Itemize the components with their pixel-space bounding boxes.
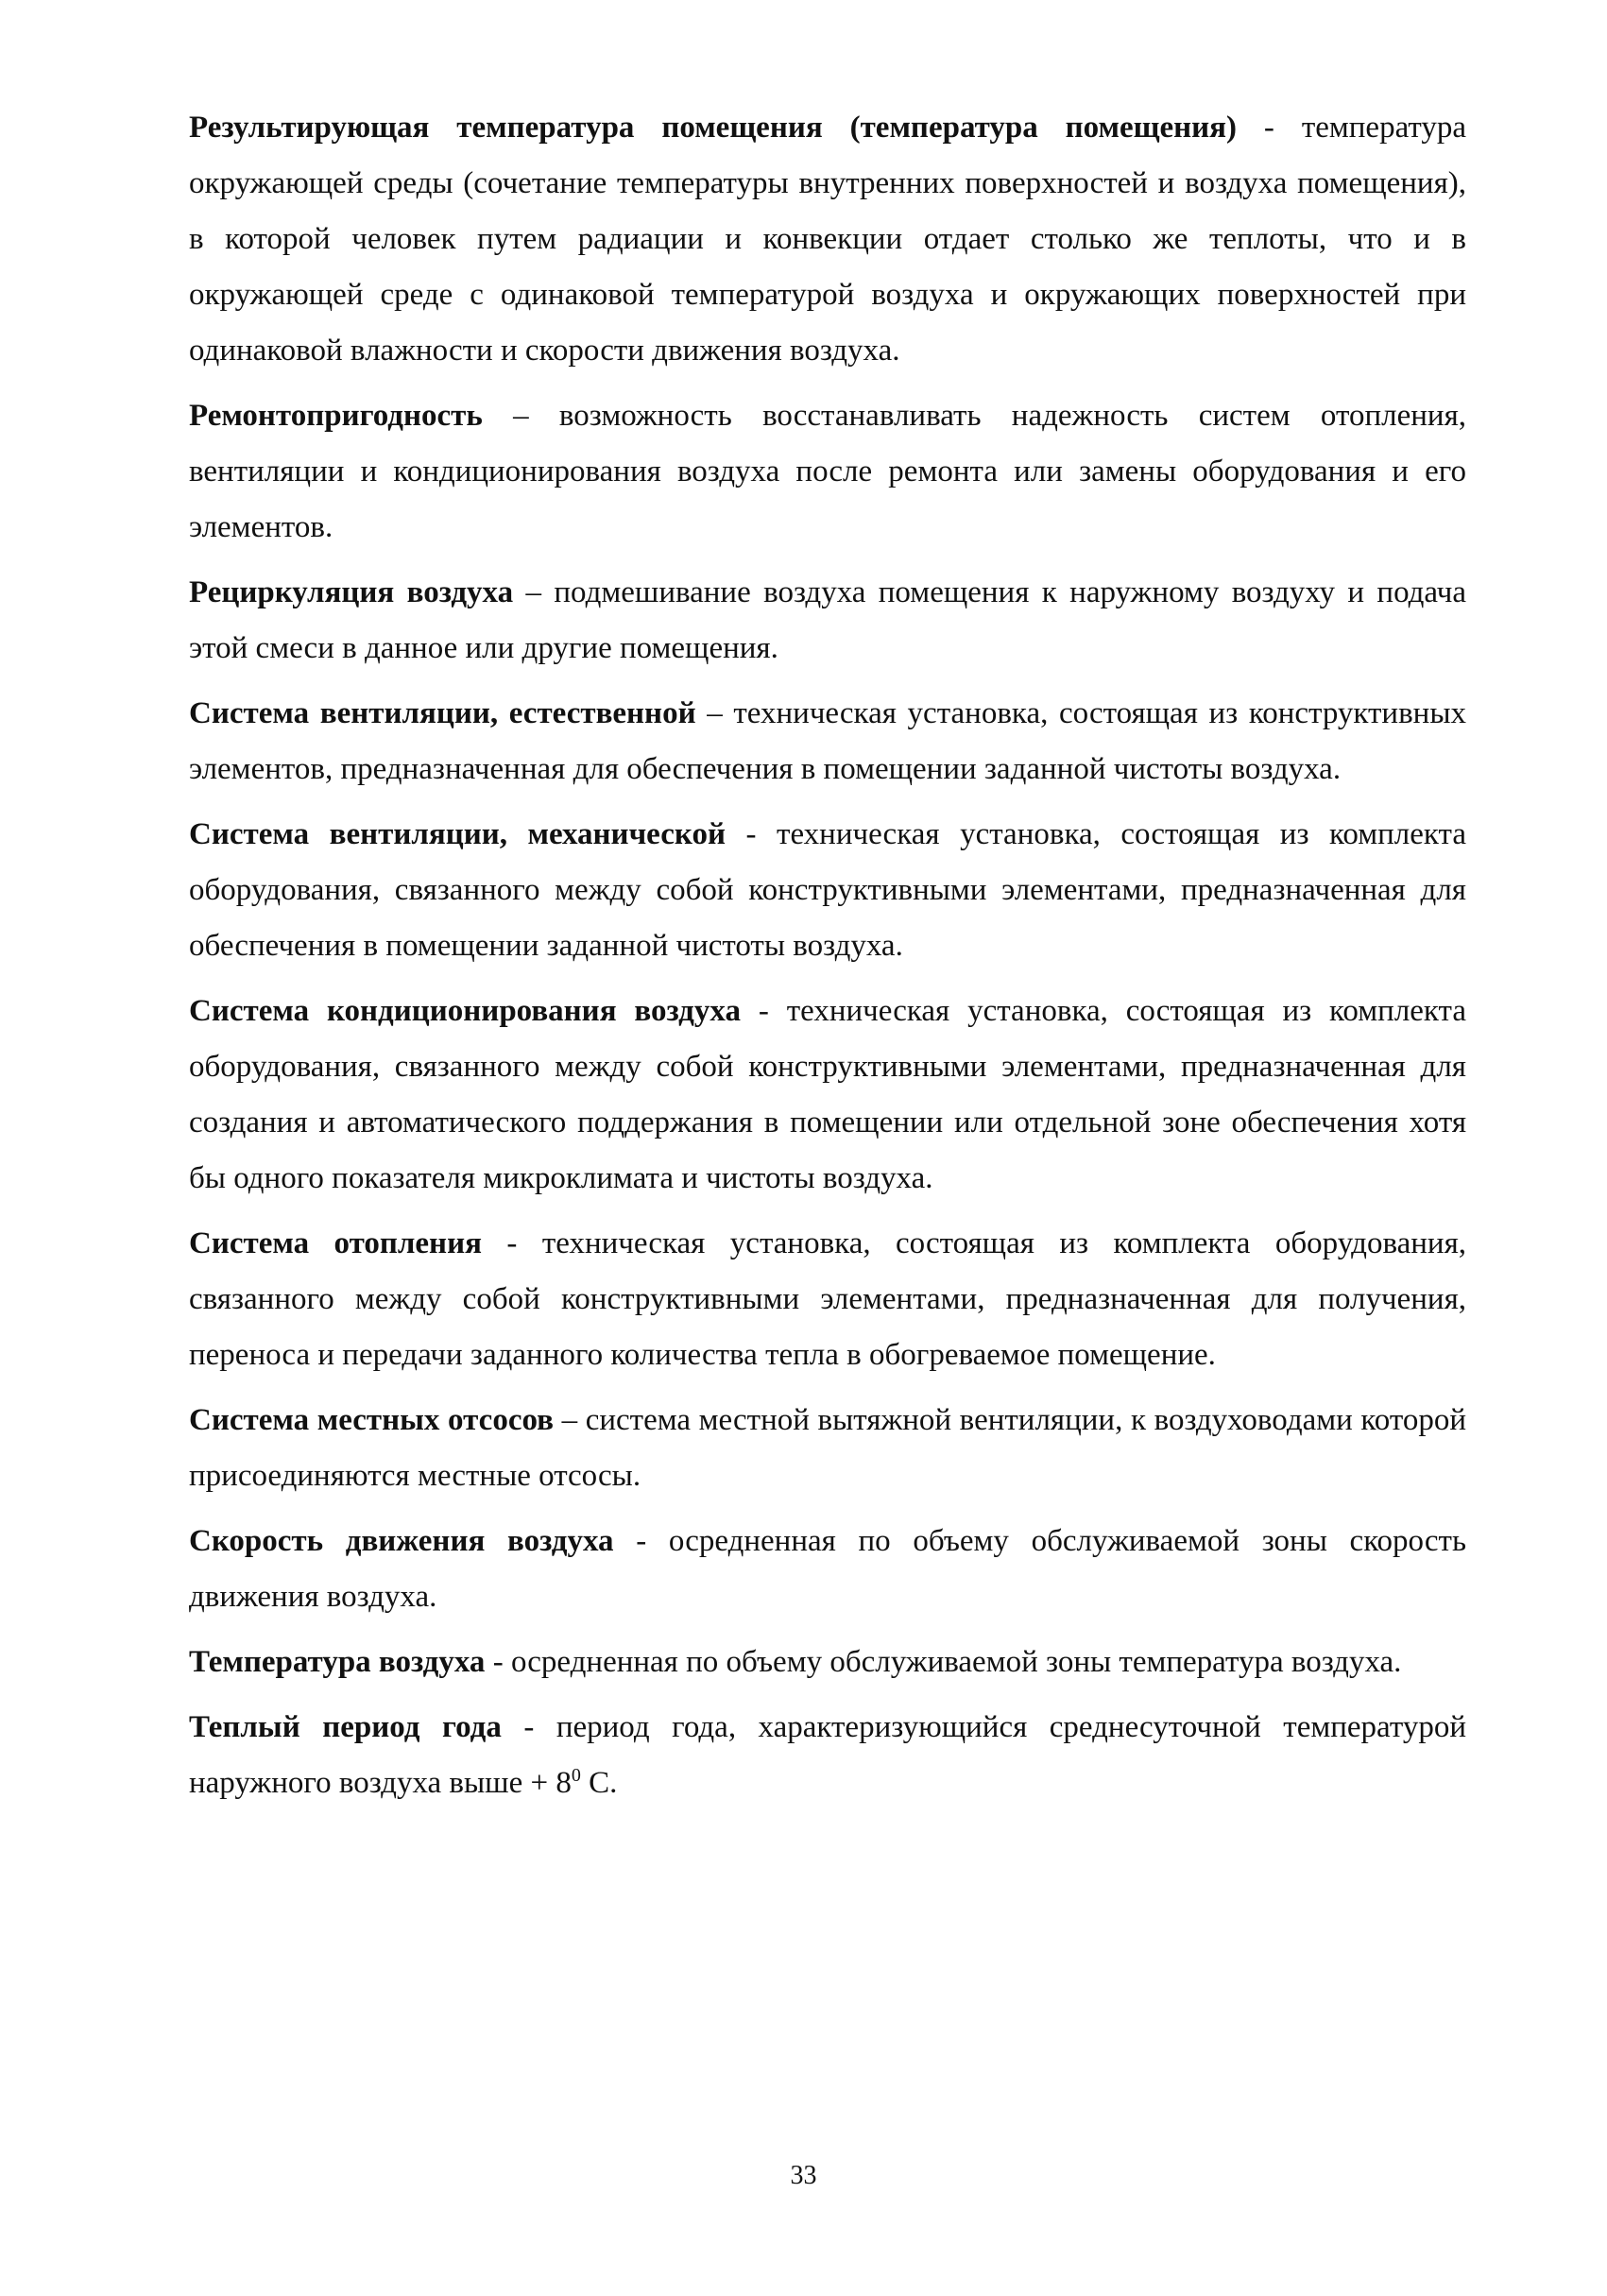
definition-local-exhaust-system: система местной вытяжной вентиляции, к воздуховодами которой присоединяются местные отсосы. [189,1403,1466,1493]
definition-air-temperature: осредненная по объему обслуживаемой зоны температура воздуха. [510,1645,1402,1679]
glossary-entry [189,1393,1466,1504]
definition-air-conditioning-system: техническая установка, состоящая из комплекта оборудования, связанного между собой конструктивными элементами, предназначенная для создания и автоматического поддержания в помещении или отдельной зоне обеспечения хотя бы одного показателя микроклимата и чистоты воздуха. [189,994,1467,1195]
glossary-content [189,100,1466,1821]
glossary-entry [189,388,1466,556]
glossary-entry [189,807,1466,974]
page-number: 33 [790,2161,817,2190]
term-warm-period: Теплый период года [189,1710,502,1744]
term-air-temperature: Температура воздуха [189,1645,486,1679]
glossary-entry [189,1216,1466,1383]
term-air-recirculation: Рециркуляция воздуха [189,575,514,609]
definition-maintainability: возможность восстанавливать надежность систем отопления, вентиляции и кондиционирования воздуха после ремонта или замены оборудования и его элементов. [189,399,1466,544]
definition-warm-period: период года, характеризующийся среднесуточной температурой наружного воздуха выше + 8 [189,1710,1466,1800]
entry-separator: – [482,399,559,433]
temperature-unit: С. [580,1766,618,1800]
definition-air-velocity: осредненная по объему обслуживаемой зоны скорость движения воздуха. [189,1524,1466,1614]
entry-separator: - [725,817,778,851]
entry-separator: - [485,1645,511,1679]
term-maintainability: Ремонтопригодность [189,399,483,433]
glossary-entry [189,686,1466,797]
term-air-velocity: Скорость движения воздуха [189,1524,614,1558]
glossary-entry [189,984,1466,1207]
entry-separator: - [1237,111,1302,145]
entry-separator: - [501,1710,556,1744]
term-local-exhaust-system: Система местных отсосов [189,1403,554,1437]
definition-natural-ventilation-system: техническая установка, состоящая из конструктивных элементов, предназначенная для обеспечения в помещении заданной чистоты воздуха. [189,696,1466,786]
entry-separator: – [513,575,555,609]
glossary-entry [189,100,1466,379]
definition-resulting-room-temperature: температура окружающей среды (сочетание температуры внутренних поверхностей и воздуха помещения), в которой человек путем радиации и конвекции отдает столько же теплоты, что и в окружающей среде с одинаковой температурой воздуха и окружающих поверхностей при одинаковой влажности и скорости движения воздуха. [189,111,1466,368]
glossary-entry [189,1514,1466,1625]
entry-separator: - [481,1226,542,1260]
definition-heating-system: техническая установка, состоящая из комплекта оборудования, связанного между собой конструктивными элементами, предназначенная для получения, переноса и передачи заданного количества тепла в обогреваемое помещение. [189,1226,1466,1372]
definition-air-recirculation: подмешивание воздуха помещения к наружному воздуху и подача этой смеси в данное или другие помещения. [189,575,1466,665]
term-mechanical-ventilation-system: Система вентиляции, механической [189,817,726,851]
term-natural-ventilation-system: Система вентиляции, естественной [189,696,696,730]
term-resulting-room-temperature: Результирующая температура помещения (температура помещения) [189,111,1238,145]
entry-separator: - [740,994,787,1028]
degree-superscript: 0 [571,1765,581,1786]
entry-separator: – [695,696,734,730]
entry-separator: – [553,1403,586,1437]
glossary-entry [189,1635,1466,1690]
glossary-entry [189,1700,1466,1811]
definition-mechanical-ventilation-system: техническая установка, состоящая из комплекта оборудования, связанного между собой конструктивными элементами, предназначенная для обеспечения в помещении заданной чистоты воздуха. [189,817,1466,963]
term-air-conditioning-system: Система кондиционирования воздуха [189,994,741,1028]
term-heating-system: Система отопления [189,1226,482,1260]
glossary-entry [189,565,1466,677]
entry-separator: - [613,1524,669,1558]
